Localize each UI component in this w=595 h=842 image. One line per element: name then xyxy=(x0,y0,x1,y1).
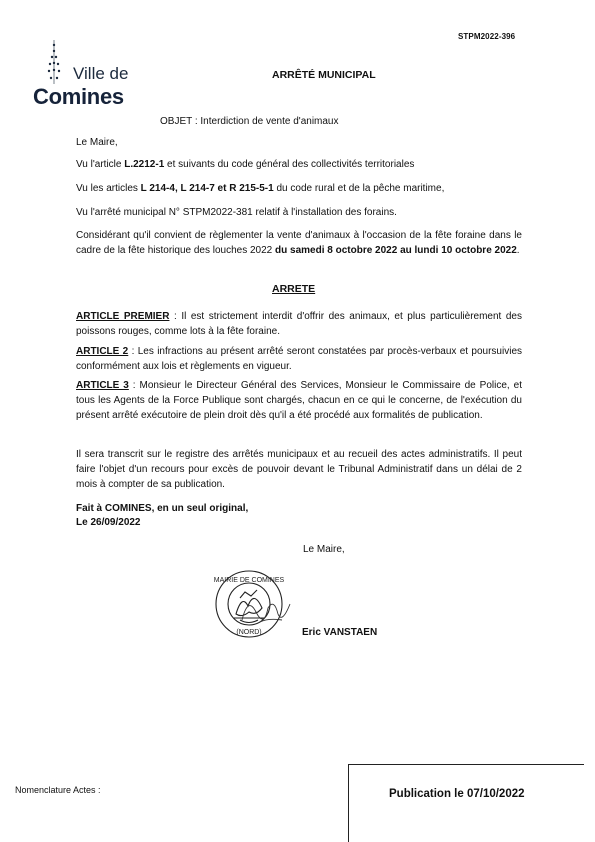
publication-date: Publication le 07/10/2022 xyxy=(389,788,525,800)
considerant-paragraph: Considérant qu'il convient de règlementer la vente d'animaux à l'occasion de la fête foraine dans le cadre de la fête historique des louches 2022 du samedi 8 octobre 2022 au lundi 10 octobre 2022. xyxy=(76,230,522,256)
vu-line-2: Vu les articles L 214-4, L 214-7 et R 215-5-1 du code rural et de la pêche maritime, xyxy=(76,183,445,194)
document-title: ARRÊTÉ MUNICIPAL xyxy=(272,69,376,81)
article-3: ARTICLE 3 : Monsieur le Directeur Général des Services, Monsieur le Commissaire de Police, et tous les Agents de la Force Publique sont chargés, chacun en ce qui le concerne, de l'exécution du présent arrêté exécutoire de plein droit dès qu'il a été procédé aux formalités de publication. xyxy=(76,380,522,421)
article-2: ARTICLE 2 : Les infractions au présent arrêté seront constatées par procès-verbaux et poursuivies conformément aux lois et règlements en vigueur. xyxy=(76,346,522,372)
arrete-heading: ARRETE xyxy=(272,283,316,295)
vu-line-3: Vu l'arrêté municipal N° STPM2022-381 relatif à l'installation des forains. xyxy=(76,207,397,218)
vu-line-1: Vu l'article L.2212-1 et suivants du code général des collectivités territoriales xyxy=(76,159,415,170)
logo-comines: Comines xyxy=(33,84,124,109)
transcription-paragraph: Il sera transcrit sur le registre des arrêtés municipaux et au recueil des actes administratifs. Il peut faire l'objet d'un recours pour excès de pouvoir devant le Tribunal Administratif dans un délai de 2 mois à compter de sa publication. xyxy=(76,449,522,490)
logo-ville-de: Ville de xyxy=(73,64,129,83)
signer-name: Eric VANSTAEN xyxy=(302,627,378,638)
fait-line-1: Fait à COMINES, en un seul original, xyxy=(76,503,249,514)
objet-label: OBJET : xyxy=(160,116,198,127)
signature-label: Le Maire, xyxy=(303,544,345,555)
handwritten-signature-icon xyxy=(238,590,298,630)
publication-box xyxy=(348,764,584,842)
maire-line: Le Maire, xyxy=(76,137,118,148)
fait-line-2: Le 26/09/2022 xyxy=(76,517,141,528)
document-reference: STPM2022-396 xyxy=(458,32,516,41)
svg-text:(NORD): (NORD) xyxy=(236,629,262,636)
svg-text:MAIRIE DE COMINES: MAIRIE DE COMINES xyxy=(213,577,285,584)
article-premier: ARTICLE PREMIER : Il est strictement interdit d'offrir des animaux, et plus particulièrement des poissons rouges, comme lots à la fête foraine. xyxy=(76,311,522,337)
comines-logo-icon xyxy=(42,38,68,90)
objet-text: Interdiction de vente d'animaux xyxy=(200,116,339,127)
objet-line xyxy=(160,116,339,127)
nomenclature-label: Nomenclature Actes : xyxy=(15,785,101,795)
